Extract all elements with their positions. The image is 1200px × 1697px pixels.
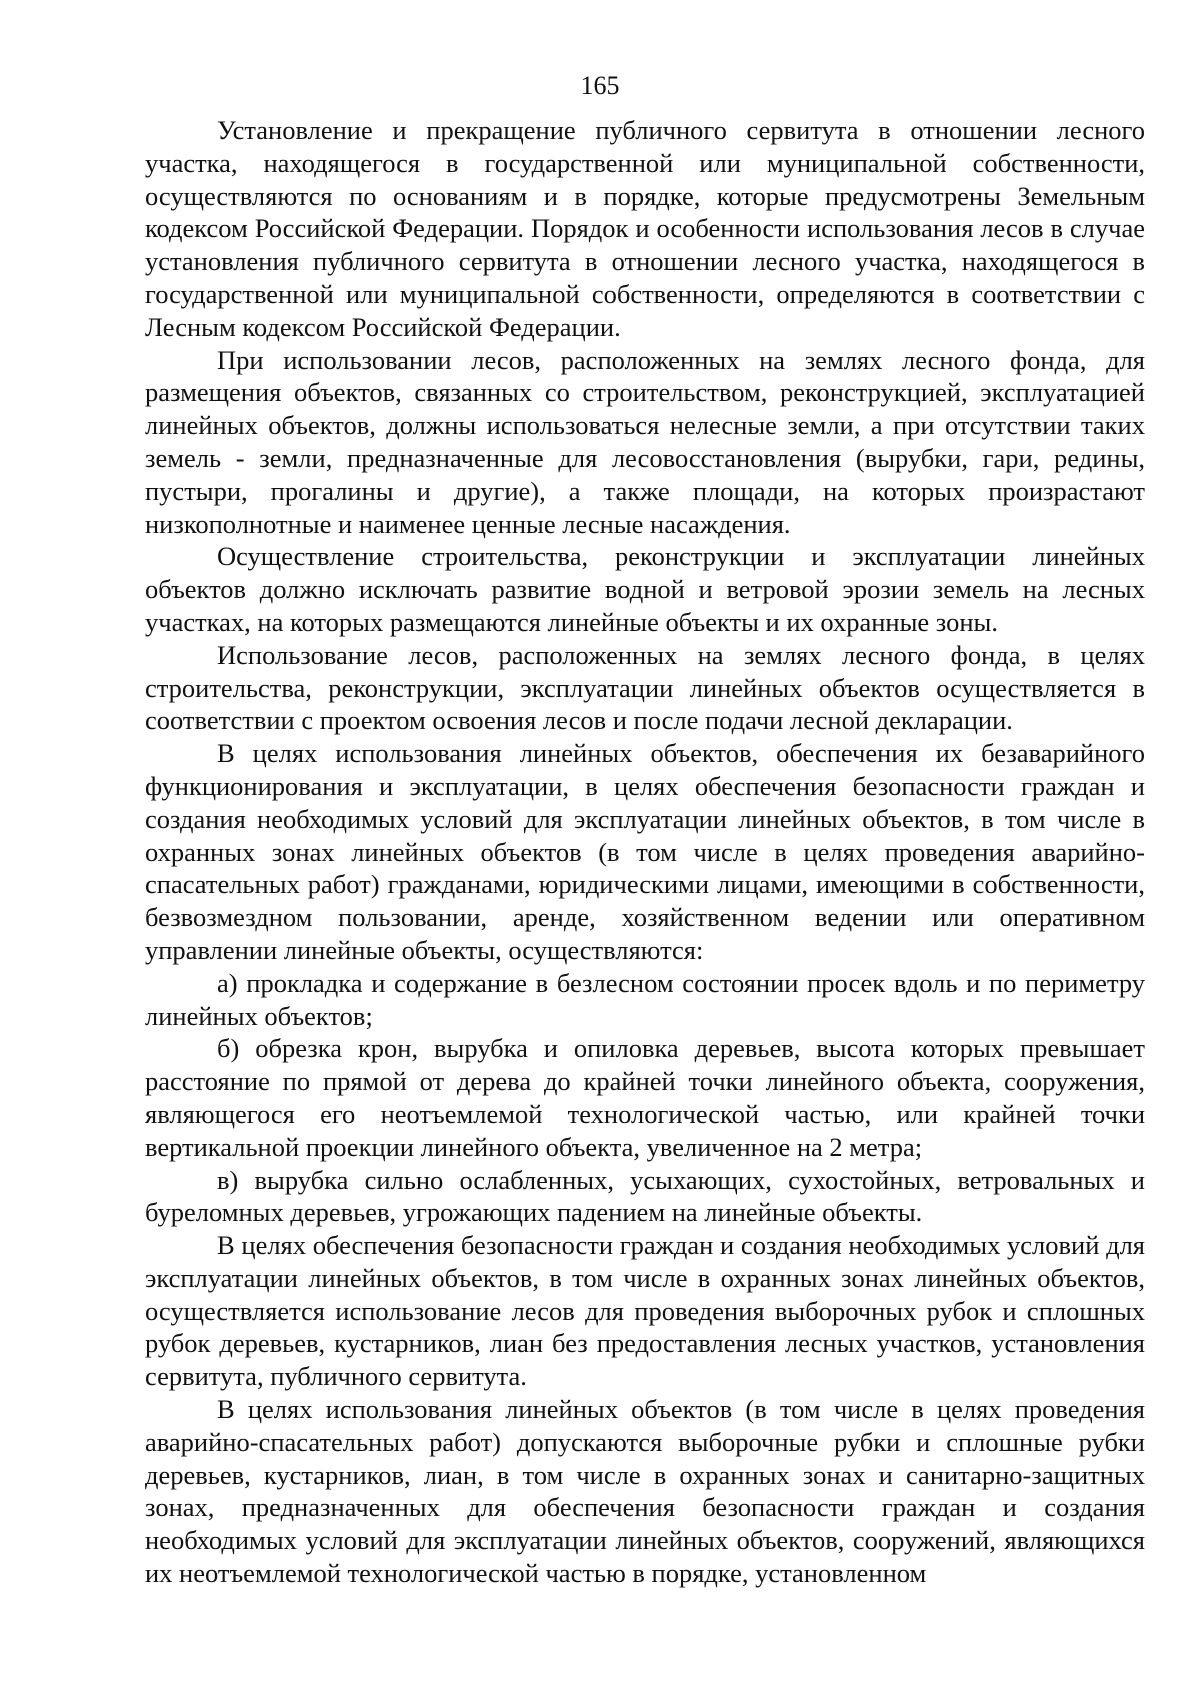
page-number: 165: [580, 71, 620, 100]
paragraph: При использовании лесов, расположенных на землях лесного фонда, для размещения объектов, связанных со строительством, реконструкцией, эксплуатацией линейных объектов, должны использоваться нелесные земли, а при отсутствии таких земель - земли, предназначенные для лесовосстановления (вырубки, гари, редины, пустыри, прогалины и другие), а также площади, на которых произрастают низкополнотные и наименее ценные лесные насаждения.: [145, 344, 1145, 539]
paragraph: Использование лесов, расположенных на землях лесного фонда, в целях строительства, реконструкции, эксплуатации линейных объектов осуществляется в соответствии с проектом освоения лесов и после подачи лесной декларации.: [145, 639, 1145, 736]
list-item-a: а) прокладка и содержание в безлесном состоянии просек вдоль и по периметру линейных объектов;: [145, 967, 1145, 1031]
paragraph: В целях обеспечения безопасности граждан и создания необходимых условий для эксплуатации линейных объектов, в том числе в охранных зонах линейных объектов, осуществляется использование лесов для проведения выборочных рубок и сплошных рубок деревьев, кустарников, лиан без предоставления лесных участков, установления сервитута, публичного сервитута.: [145, 1230, 1145, 1392]
paragraph: В целях использования линейных объектов, обеспечения их безаварийного функционирования и эксплуатации, в целях обеспечения безопасности граждан и создания необходимых условий для эксплуатации линейных объектов, в том числе в охранных зонах линейных объектов (в том числе в целях проведения аварийно-спасательных работ) гражданами, юридическими лицами, имеющими в собственности, безвозмездном пользовании, аренде, хозяйственном ведении или оперативном управлении линейные объекты, осуществляются:: [145, 738, 1145, 965]
paragraph: Осуществление строительства, реконструкции и эксплуатации линейных объектов должно исключать развитие водной и ветровой эрозии земель на лесных участках, на которых размещаются линейные объекты и их охранные зоны.: [145, 541, 1145, 637]
document-body: [145, 114, 1145, 1590]
paragraph: Установление и прекращение публичного сервитута в отношении лесного участка, находящегося в государственной или муниципальной собственности, осуществляются по основаниям и в порядке, которые предусмотрены Земельным кодексом Российской Федерации. Порядок и особенности использования лесов в случае установления публичного сервитута в отношении лесного участка, находящегося в государственной или муниципальной собственности, определяются в соответствии с Лесным кодексом Российской Федерации.: [145, 115, 1145, 342]
list-item-b: б) обрезка крон, вырубка и опиловка деревьев, высота которых превышает расстояние по прямой от дерева до крайней точки линейного объекта, сооружения, являющегося его неотъемлемой технологической частью, или крайней точки вертикальной проекции линейного объекта, увеличенное на 2 метра;: [145, 1033, 1145, 1162]
list-item-v: в) вырубка сильно ослабленных, усыхающих, сухостойных, ветровальных и буреломных деревьев, угрожающих падением на линейные объекты.: [145, 1164, 1145, 1228]
paragraph: В целях использования линейных объектов (в том числе в целях проведения аварийно-спасательных работ) допускаются выборочные рубки и сплошные рубки деревьев, кустарников, лиан, в том числе в охранных зонах и санитарно-защитных зонах, предназначенных для обеспечения безопасности граждан и создания необходимых условий для эксплуатации линейных объектов, сооружений, являющихся их неотъемлемой технологической частью в порядке, установленном: [145, 1394, 1145, 1589]
